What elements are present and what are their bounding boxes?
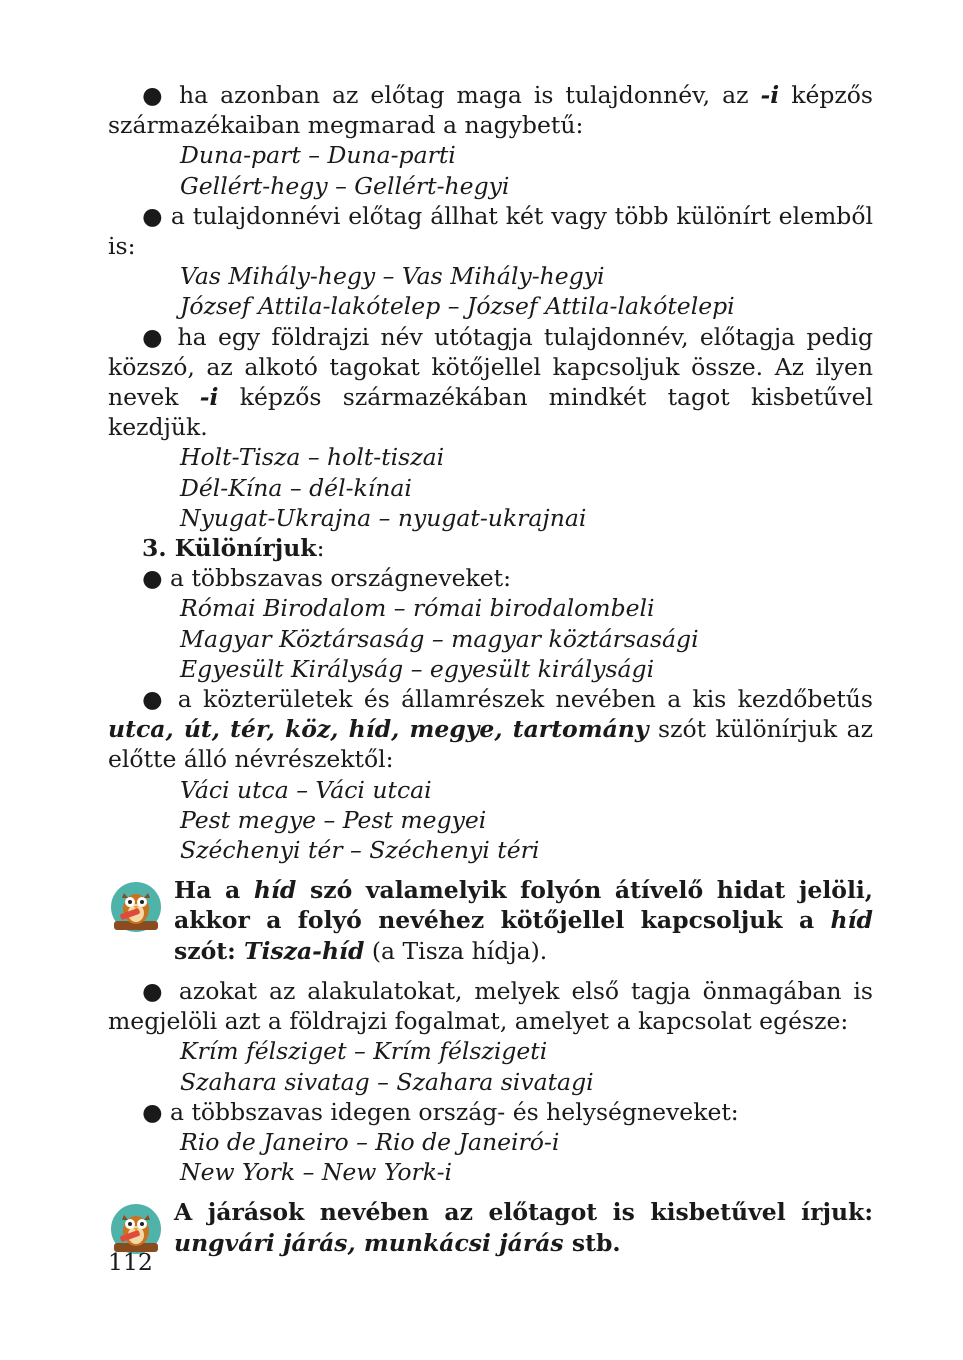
bullet-paragraph: ● a közterületek és államrészek nevében a kis kezdőbetűs utca, út, tér, köz, híd, megye, tartomány szót különírjuk az előtte álló névrészektől:	[108, 685, 874, 774]
bullet-paragraph: ● a tulajdonnévi előtag állhat két vagy több különírt elemből is:	[108, 201, 873, 261]
example-line: Magyar Köztársaság – magyar köztársasági	[180, 624, 699, 653]
example-line: Szahara sivatag – Szahara sivatagi	[180, 1067, 594, 1096]
bullet-paragraph: ● a többszavas országneveket:	[142, 564, 512, 593]
page-number: 112	[108, 1248, 153, 1276]
section-heading: 3. Különírjuk:	[142, 534, 325, 563]
page-content	[108, 80, 873, 1258]
rule-note: A járások nevében az előtagot is kisbetűvel írjuk: ungvári járás, munkácsi járás stb.	[108, 1197, 873, 1257]
example-line: Vas Mihály-hegy – Vas Mihály-hegyi	[180, 262, 605, 291]
bullet-paragraph: ● ha azonban az előtag maga is tulajdonnév, az -i képzős származékaiban megmarad a nagybetű:	[108, 81, 873, 140]
example-line: Holt-Tisza – holt-tiszai	[180, 443, 445, 472]
example-line: Dél-Kína – dél-kínai	[180, 473, 412, 502]
example-line: New York – New York-i	[180, 1158, 453, 1187]
bullet-paragraph: ● ha egy földrajzi név utótagja tulajdonnév, előtagja pedig közszó, az alkotó tagokat kötőjellel kapcsoljuk össze. Az ilyen nevek -i képzős származékában mindkét tagot kisbetűvel kezdjük.	[108, 322, 873, 442]
example-line: Gellért-hegy – Gellért-hegyi	[180, 171, 510, 200]
example-line: Váci utca – Váci utcai	[180, 775, 432, 804]
example-line: Krím félsziget – Krím félszigeti	[180, 1037, 548, 1066]
example-line: Széchenyi tér – Széchenyi téri	[180, 836, 540, 865]
owl-mascot-icon	[108, 881, 164, 937]
example-line: Római Birodalom – római birodalombeli	[180, 594, 655, 623]
example-line: Nyugat-Ukrajna – nyugat-ukrajnai	[180, 503, 587, 532]
bullet-paragraph: ● a többszavas idegen ország- és helységneveket:	[142, 1097, 739, 1126]
rule-note: Ha a híd szó valamelyik folyón átívelő hidat jelöli, akkor a folyó nevéhez kötőjellel kapcsoljuk a híd szót: Tisza-híd (a Tisza hídja).	[108, 875, 873, 966]
example-line: Egyesült Királyság – egyesült királysági	[180, 654, 655, 683]
example-line: József Attila-lakótelep – József Attila-lakótelepi	[180, 292, 735, 321]
example-line: Pest megye – Pest megyei	[180, 805, 487, 834]
example-line: Rio de Janeiro – Rio de Janeiró-i	[180, 1127, 560, 1156]
bullet-paragraph: ● azokat az alakulatokat, melyek első tagja önmagában is megjelöli azt a földrajzi fogalmat, amelyet a kapcsolat egésze:	[108, 976, 873, 1036]
example-line: Duna-part – Duna-parti	[180, 141, 456, 170]
